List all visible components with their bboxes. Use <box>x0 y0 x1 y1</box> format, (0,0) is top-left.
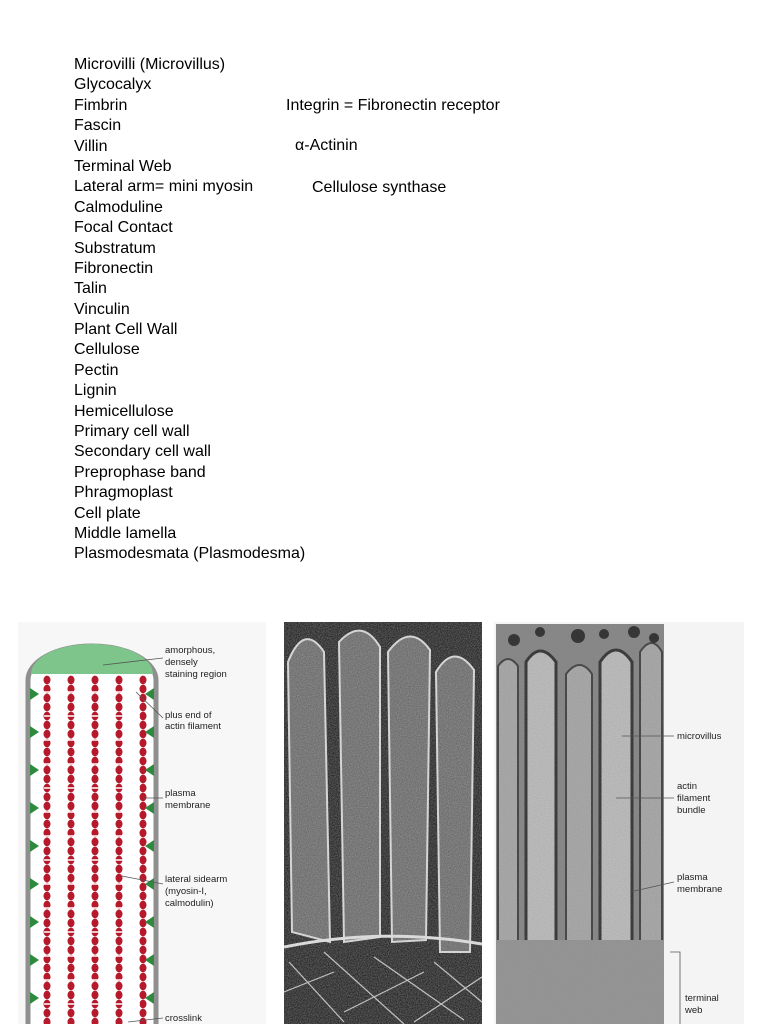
term-item: Cell plate <box>74 504 141 522</box>
terminal-web-label-2: web <box>685 1005 703 1016</box>
svg-text:filament <box>677 793 711 804</box>
svg-text:plus end of <box>165 710 212 721</box>
term-item: Villin <box>74 137 108 155</box>
svg-text:actin <box>677 781 697 792</box>
svg-text:membrane <box>677 884 722 895</box>
svg-text:actin filament <box>165 721 221 732</box>
micrograph-freeze-etch <box>284 622 482 1024</box>
term-item: Microvilli (Microvillus) <box>74 56 226 73</box>
crosslink-label: crosslink <box>165 1013 202 1024</box>
svg-text:staining region <box>165 669 227 680</box>
term-item: Pectin <box>74 361 119 379</box>
plus-end-label-2: actin filament <box>165 721 221 732</box>
term-item: Preprophase band <box>74 463 206 481</box>
term-item: Phragmoplast <box>74 484 173 502</box>
actin-bundle-label-2: filament <box>677 793 711 804</box>
cellulose-synthase-term: Cellulose synthase <box>312 179 447 196</box>
term-item: Talin <box>74 280 107 298</box>
term-item: Glycocalyx <box>74 76 152 94</box>
term-item: Plasmodesmata (Plasmodesma) <box>74 545 306 563</box>
svg-text:calmodulin) <box>165 898 214 909</box>
pm-label-2: membrane <box>677 884 723 895</box>
svg-text:(myosin-I, <box>165 886 207 897</box>
term-item: Focal Contact <box>74 219 173 237</box>
svg-text:plasma <box>165 788 196 799</box>
term-item: Cellulose <box>74 341 140 359</box>
svg-text:microvillus <box>677 731 722 742</box>
membrane-label-1: plasma <box>165 788 196 799</box>
pm-label-1: plasma <box>677 872 708 883</box>
sidearm-label-2: (myosin-I, <box>165 886 207 897</box>
svg-text:plasma <box>677 872 708 883</box>
microvillus-diagram <box>18 622 266 1024</box>
term-item: Hemicellulose <box>74 402 174 420</box>
term-list <box>74 55 305 565</box>
term-item: Middle lamella <box>74 524 177 542</box>
terminal-web-label-1: terminal <box>685 993 719 1004</box>
term-item: Fibronectin <box>74 259 154 277</box>
term-item: Vinculin <box>74 300 130 318</box>
sidearm-label-3: calmodulin) <box>165 898 214 909</box>
cap-label-1: amorphous, <box>165 645 216 656</box>
svg-text:bundle <box>677 805 706 816</box>
actin-bundle-label-3: bundle <box>677 805 706 816</box>
term-item: Primary cell wall <box>74 423 190 441</box>
term-item: Lateral arm= mini myosin <box>74 178 254 196</box>
svg-text:lateral sidearm <box>165 874 227 885</box>
membrane-label-2: membrane <box>165 800 211 811</box>
micrograph-thin-section <box>494 622 744 1024</box>
actin-bundle-label-1: actin <box>677 781 698 792</box>
microvillus-label: microvillus <box>677 731 722 742</box>
sidearm-label-1: lateral sidearm <box>165 874 228 885</box>
term-item: Plant Cell Wall <box>74 321 178 339</box>
term-item: Fimbrin <box>74 96 128 114</box>
actinin-term: α-Actinin <box>295 137 358 154</box>
svg-text:amorphous, <box>165 645 215 656</box>
cap-label-3: staining region <box>165 669 227 680</box>
svg-text:web <box>684 1005 702 1016</box>
integrin-term: Integrin = Fibronectin receptor <box>286 97 500 114</box>
svg-text:densely <box>165 657 198 668</box>
plus-end-label-1: plus end of <box>165 710 212 721</box>
term-item: Fascin <box>74 117 122 135</box>
term-item: Secondary cell wall <box>74 443 211 461</box>
svg-text:terminal <box>685 993 719 1004</box>
term-item: Substratum <box>74 239 156 257</box>
term-item: Lignin <box>74 382 117 400</box>
svg-text:crosslink <box>165 1013 202 1024</box>
term-item: Calmoduline <box>74 198 163 216</box>
cap-label-2: densely <box>165 657 198 668</box>
svg-text:membrane <box>165 800 210 811</box>
term-item: Terminal Web <box>74 157 172 175</box>
